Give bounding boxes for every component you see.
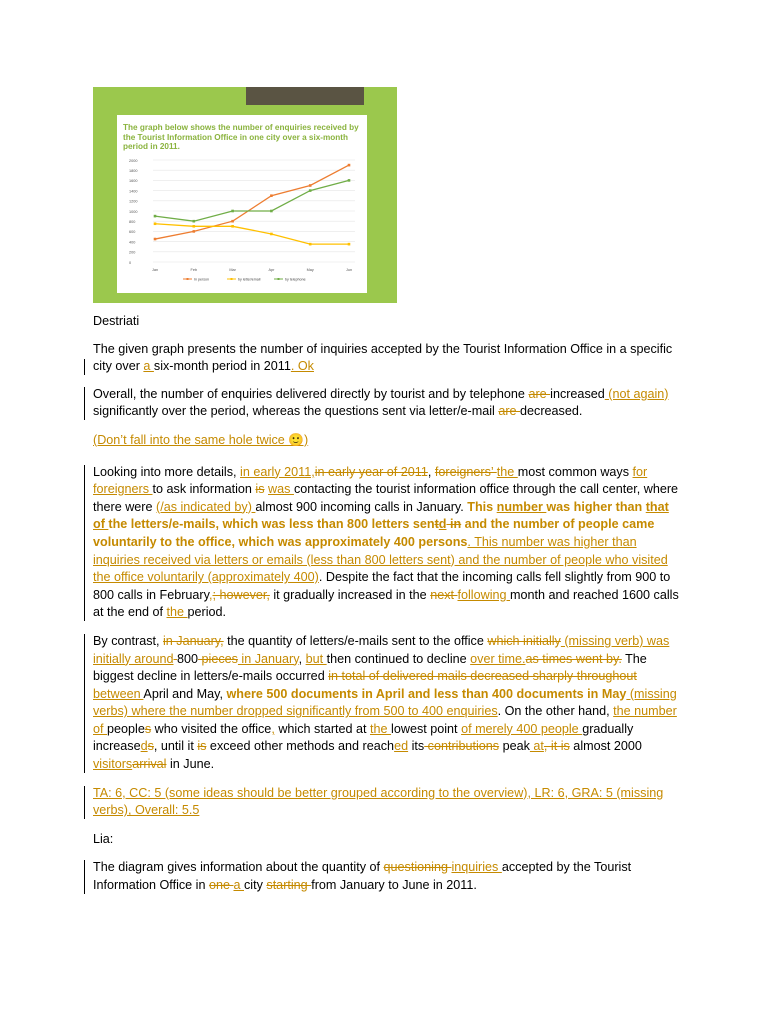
data-point [231,220,234,223]
legend-marker [231,278,233,280]
reviewer-note: (Don’t fall into the same hole twice 🙂) [93,432,309,447]
y-tick-label: 600 [129,230,136,235]
x-tick-label: Mar [229,268,236,272]
paragraph-details: Looking into more details, in early 2011,in early year of 2011, foreigners’ the most common ways for foreigners to ask information is was contacting the tourist information office through the call center, where there were (/as indicated by) almost 900 incoming calls in January. This number was higher than that of the letters/e-mails, which was less than 800 letters sentd in and the number of people came voluntarily to the office, which was approximately 400 persons. This number was higher than inquiries received via letters or emails (less than 800 letters sent) and the number of people who visited the office voluntarily (approximately 400). Despite the fact that the incoming calls fell slightly from 900 to 800 calls in February,; however, it gradually increased in the next following month and reached 1600 calls at the end of the period. [93,464,683,622]
data-point [270,194,273,197]
y-tick-label: 800 [129,220,136,224]
author-name-1: Destriati [93,314,140,328]
data-point [348,243,351,246]
data-point [309,184,312,187]
author-name-2: Lia: [93,831,114,846]
x-tick-label: May [306,268,314,272]
data-point [348,164,351,167]
x-tick-label: Feb [190,268,198,272]
data-point [231,210,234,213]
line-chart [93,87,397,303]
change-bar [84,860,85,893]
paragraph-intro: The given graph presents the number of inquiries accepted by the Tourist Information Office in a specific city over a six-month period in 2011. Ok [93,341,683,376]
legend-label: by letter/email [238,277,261,282]
change-bar [84,786,85,819]
paragraph-lia-intro: The diagram gives information about the quantity of questioning inquiries accepted by the Tourist Information Office in one a city starting from January to June in 2011. [93,859,683,894]
legend-marker [278,278,280,280]
data-point [231,225,234,228]
y-tick-label: 0 [129,260,132,265]
change-bar [84,634,85,773]
x-tick-label: Jan [151,268,159,272]
chart-figure [93,87,397,303]
score-summary: TA: 6, CC: 5 (some ideas should be better grouped according to the overview), LR: 6, GRA: 5 (missing verbs), Overall: 5.5 [93,785,683,820]
x-tick-label: Jun [345,268,353,272]
legend-label: by telephone [285,277,306,282]
y-tick-label: 1600 [129,179,138,184]
chart-title: The graph below shows the number of enquiries received by the Tourist Information Office in one city over a six-month period in 2011. [123,123,359,152]
data-point [154,222,157,225]
legend-marker [187,278,189,280]
y-tick-label: 1800 [129,169,138,173]
data-point [193,220,196,223]
change-bar [84,387,85,420]
y-tick-label: 1200 [129,199,138,204]
y-tick-label: 400 [129,240,136,245]
data-point [270,233,273,236]
change-bar [84,359,85,375]
data-point [154,215,157,218]
data-point [193,225,196,228]
data-point [193,230,196,233]
legend-label: In person [194,277,209,282]
change-bar [84,465,85,621]
y-tick-label: 1000 [129,209,138,214]
x-tick-label: Apr [268,268,275,272]
data-point [154,238,157,241]
data-point [348,179,351,182]
data-point [309,189,312,192]
paragraph-contrast: By contrast, in January, the quantity of letters/e-mails sent to the office which initially (missing verb) was initially around 800 pieces in January, but then continued to decline over time.as times went by. The biggest decline in letters/e-mails occurred in total of delivered mails decreased sharply throughout between April and May, where 500 documents in April and less than 400 documents in May (missing verbs) where the number dropped significantly from 500 to 400 enquiries. On the other hand, the number of peoples who visited the office, which started at the lowest point of merely 400 people gradually increaseds, until it is exceed other methods and reached its contributions peak at, it is almost 2000 visitorsarrival in June. [93,633,683,774]
paragraph-overview: Overall, the number of enquiries delivered directly by tourist and by telephone are increased (not again) significantly over the period, whereas the questions sent via letter/e-mail are decreased. [93,386,683,421]
y-tick-label: 200 [129,250,136,255]
data-point [270,210,273,213]
data-point [309,243,312,246]
y-tick-label: 1400 [129,189,138,194]
series-line [155,165,349,239]
y-tick-label: 2000 [129,158,138,163]
document-body [93,313,683,895]
